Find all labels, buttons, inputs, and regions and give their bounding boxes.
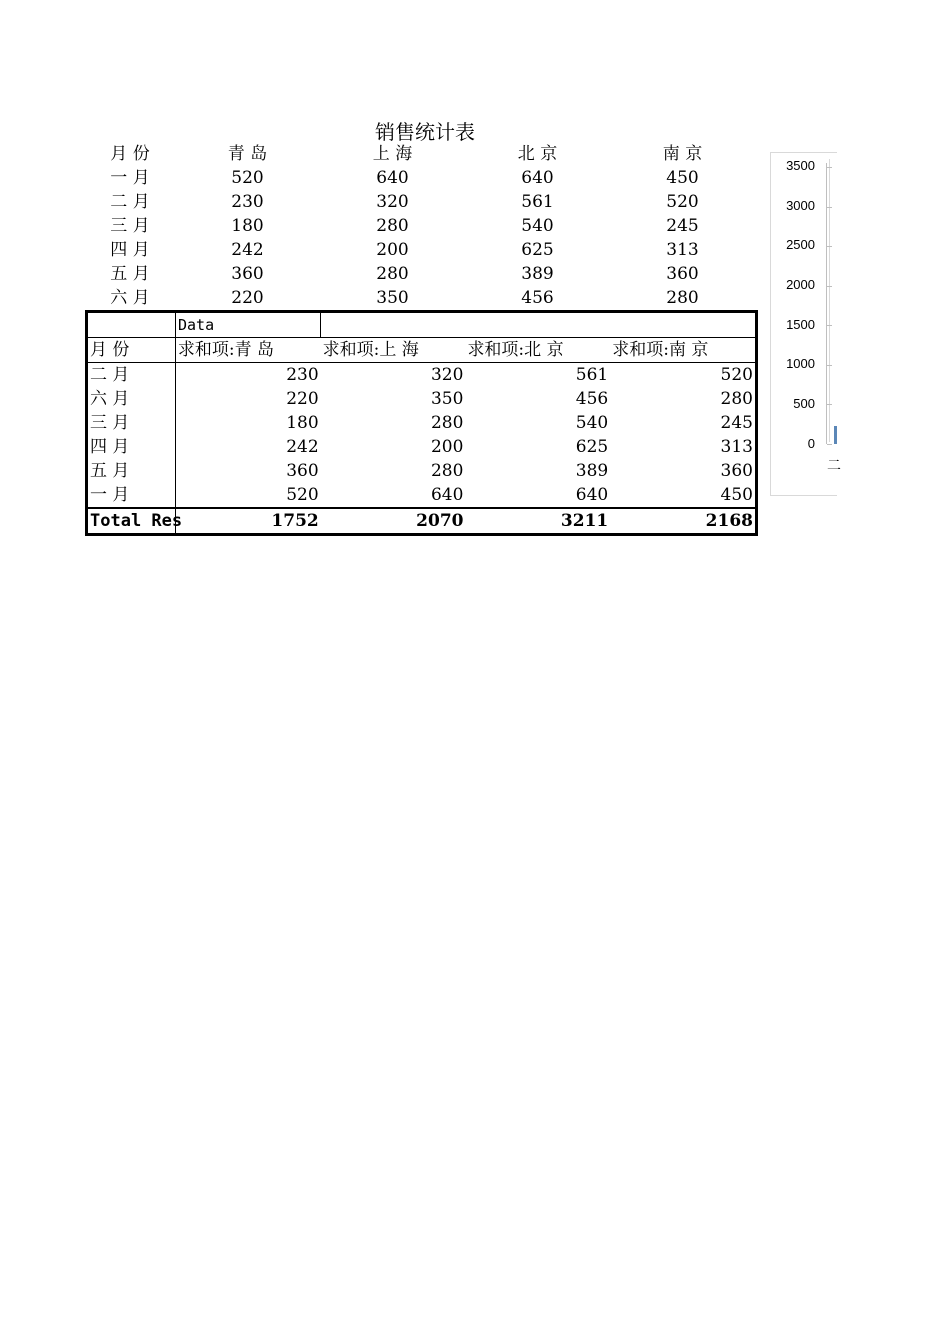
pivot-value[interactable]: 180 [286,413,319,433]
pivot-value[interactable]: 230 [286,365,319,385]
pivot-value[interactable]: 220 [286,389,319,409]
cell-month: 二 月 [110,192,150,212]
cell-value: 320 [376,192,409,212]
cell-value: 625 [521,240,554,260]
pivot-total-value[interactable]: 1752 [271,511,319,531]
cell-value: 313 [666,240,699,260]
pivot-value[interactable]: 245 [720,413,753,433]
pivot-value[interactable]: 520 [720,365,753,385]
y-tick-mark [827,444,832,445]
pivot-value[interactable]: 389 [575,461,609,481]
pivot-data-spacer [321,313,755,337]
y-tick-mark [827,365,832,366]
pivot-total-value[interactable]: 2168 [705,511,753,531]
pivot-total-value[interactable]: 3211 [560,511,609,531]
y-tick-label: 2500 [786,237,815,252]
cell-value: 456 [521,288,554,308]
cell-value: 640 [376,168,409,188]
cell-value: 561 [521,192,554,212]
cell-month: 五 月 [110,264,150,284]
table-row [85,190,755,214]
pivot-value[interactable]: 280 [720,389,753,409]
sales-chart[interactable] [770,152,841,496]
header-nanjing: 南 京 [662,144,703,164]
pivot-value[interactable]: 640 [575,485,609,505]
chart-axis-back [829,159,830,442]
pivot-header-row [88,338,755,363]
y-tick-label: 1000 [786,356,815,371]
pivot-total-value[interactable]: 2070 [416,511,464,531]
cell-value: 220 [231,288,264,308]
cell-month: 六 月 [110,288,150,308]
cell-value: 242 [231,240,264,260]
pivot-total-label[interactable]: Total Res [90,511,183,531]
y-tick-label: 3000 [786,198,815,213]
y-tick-mark [827,286,832,287]
pivot-value[interactable]: 625 [575,437,609,457]
cell-value: 280 [376,216,409,236]
pivot-row [88,387,755,411]
y-tick-label: 1500 [786,317,815,332]
pivot-header-qingdao[interactable]: 求和项:青 岛 [177,340,275,360]
chart-y-axis [826,163,827,444]
cell-month: 四 月 [110,240,150,260]
cell-value: 200 [376,240,409,260]
header-shanghai: 上 海 [372,144,413,164]
sales-table [85,142,755,310]
pivot-row [88,483,755,507]
cell-value: 540 [521,216,554,236]
pivot-header-beijing[interactable]: 求和项:北 京 [467,340,564,360]
cell-value: 280 [666,288,699,308]
y-tick-label: 2000 [786,277,815,292]
cell-value: 389 [521,264,554,284]
y-tick-mark [827,404,832,405]
pivot-month[interactable]: 四 月 [88,435,176,459]
pivot-value[interactable]: 540 [575,413,609,433]
cell-value: 245 [666,216,699,236]
cell-value: 350 [376,288,409,308]
cell-value: 640 [521,168,554,188]
pivot-value[interactable]: 450 [720,485,753,505]
pivot-value[interactable]: 350 [430,389,464,409]
pivot-value[interactable]: 313 [720,437,753,457]
pivot-month[interactable]: 一 月 [88,483,176,507]
y-tick-mark [827,246,832,247]
y-tick-mark [827,167,832,168]
table-row [85,214,755,238]
pivot-corner [88,313,176,337]
pivot-month[interactable]: 三 月 [88,411,176,435]
pivot-value[interactable]: 520 [286,485,319,505]
y-tick-label: 500 [793,396,815,411]
cell-value: 280 [376,264,409,284]
y-tick-label: 3500 [786,158,815,173]
table-row [85,262,755,286]
table-header-row [85,142,755,166]
pivot-header-nanjing[interactable]: 求和项:南 京 [612,340,709,360]
pivot-value[interactable]: 640 [430,485,464,505]
pivot-total-row [88,507,755,533]
table-row [85,166,755,190]
pivot-row [88,435,755,459]
cell-value: 360 [666,264,699,284]
cell-month: 一 月 [110,168,150,188]
pivot-value[interactable]: 242 [286,437,319,457]
y-tick-label: 0 [807,436,815,451]
y-tick-mark [827,207,832,208]
cell-value: 450 [666,168,699,188]
pivot-data-row [88,313,755,338]
cell-value: 520 [231,168,264,188]
header-beijing: 北 京 [517,144,558,164]
pivot-row [88,459,755,483]
cell-value: 520 [666,192,699,212]
pivot-value[interactable]: 456 [575,389,609,409]
pivot-value[interactable]: 561 [575,365,609,385]
header-qingdao: 青 岛 [227,144,268,164]
pivot-row-field[interactable]: 月 份 [88,338,176,362]
cell-month: 三 月 [110,216,150,236]
pivot-data-field[interactable]: Data [176,313,321,337]
pivot-value[interactable]: 200 [430,437,464,457]
pivot-row [88,363,755,387]
cell-value: 180 [231,216,264,236]
cell-value: 230 [231,192,264,212]
table-row [85,286,755,310]
pivot-value[interactable]: 320 [430,365,464,385]
chart-bar[interactable] [834,426,837,444]
pivot-table[interactable] [85,310,758,536]
pivot-month[interactable]: 六 月 [88,387,176,411]
pivot-value[interactable]: 280 [430,413,464,433]
pivot-row [88,411,755,435]
pivot-value[interactable]: 360 [286,461,319,481]
pivot-header-shanghai[interactable]: 求和项:上 海 [322,340,419,360]
pivot-value[interactable]: 280 [430,461,464,481]
y-tick-mark [827,325,832,326]
pivot-month[interactable]: 二 月 [88,363,176,387]
pivot-value[interactable]: 360 [720,461,753,481]
cell-value: 360 [231,264,264,284]
header-month: 月 份 [110,144,150,164]
pivot-month[interactable]: 五 月 [88,459,176,483]
x-category-label: 二 [827,458,841,474]
sheet-title: 销售统计表 [375,120,475,144]
table-row [85,238,755,262]
